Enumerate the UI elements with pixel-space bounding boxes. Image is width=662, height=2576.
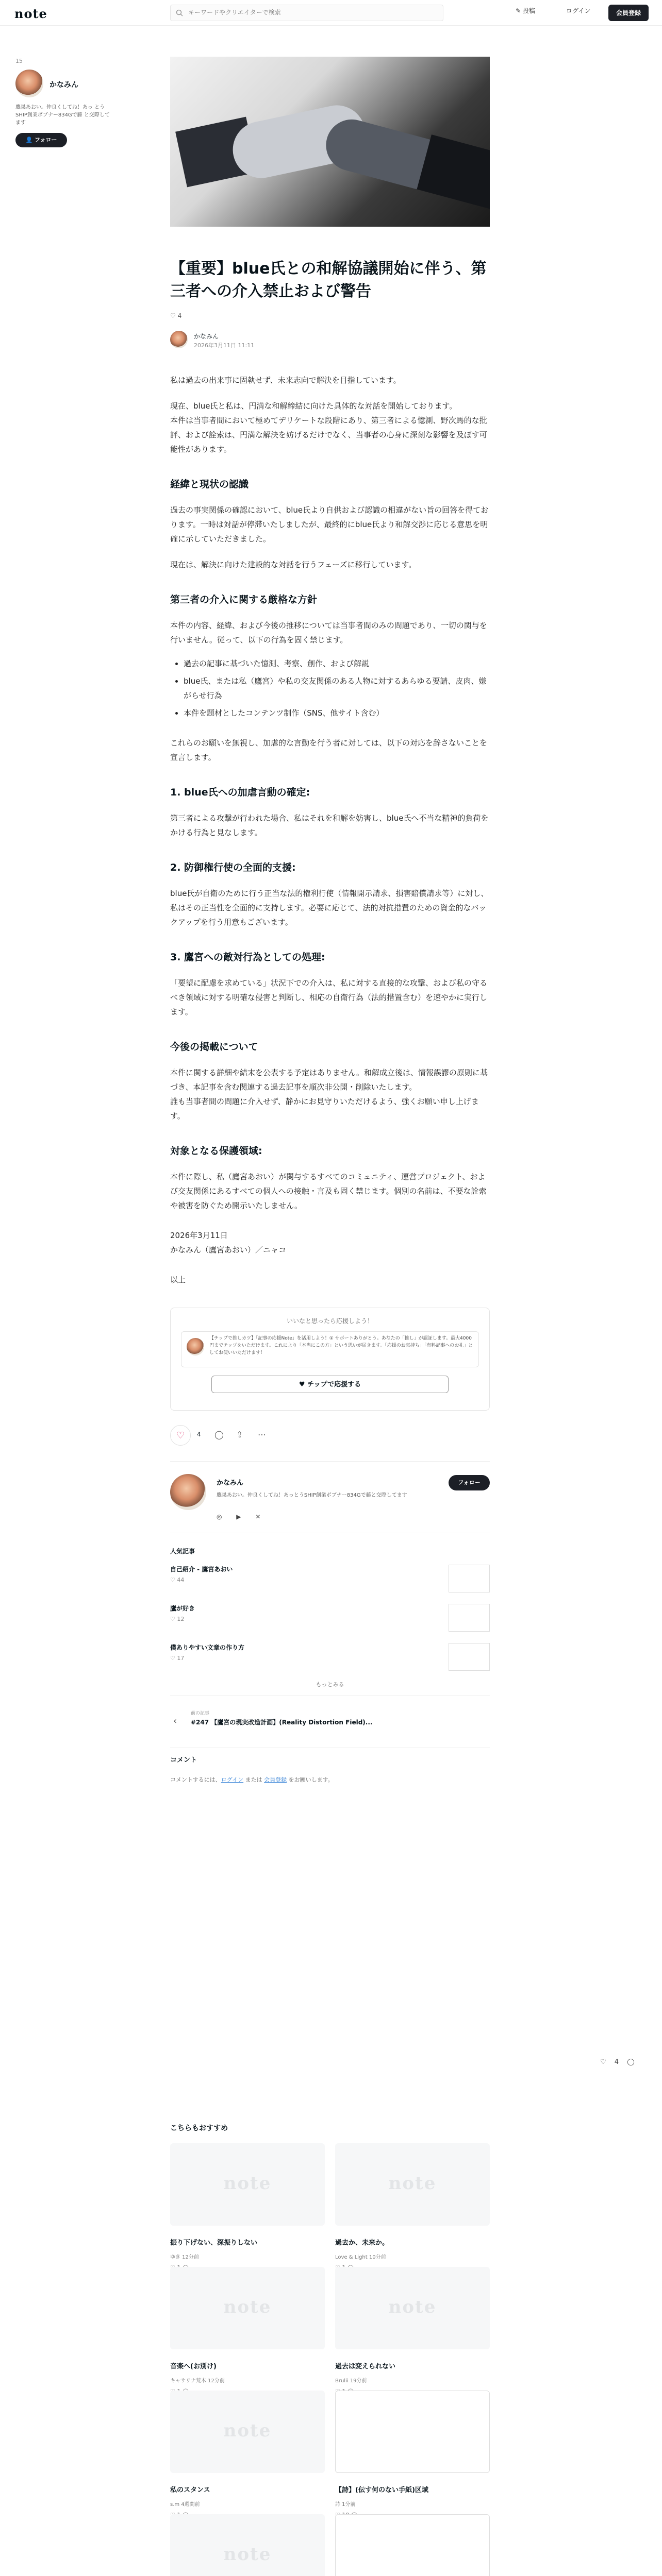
section-paragraph: 本件の内容、経緯、および今後の推移については当事者間のみの問題であり、一切の関与を行いません。従って、以下の行為を固く禁じます。 [170,621,487,645]
intro-paragraph: 本件は当事者間において極めてデリケートな段階にあり、第三者による憶測、野次馬的な批評、および詮索は、円満な解決を妨げるだけでなく、当事者の心身に深刻な影響を及ぼす可能性があります。 [170,416,487,454]
more-icon[interactable]: ⋯ [258,1430,266,1439]
author-info [170,329,490,352]
profile-avatar[interactable] [170,1474,206,1510]
signature-name: かなみん（鷹宮あおい）／ニャコ [170,1245,287,1255]
list-item: • blue氏、または私（鷹宮）や私の交友関係のある人物に対するあらゆる要請、皮肉、嫌がらせ行為 [184,674,490,703]
creator-profile [170,1461,490,1533]
card-title: 過去は変えられない [335,2363,396,2370]
section-paragraph: 過去の事実関係の確認において、blue氏より自供および認識の相違がない旨の回答を得ております。一時は対話が停滞いたしましたが、最終的にblue氏より和解交渉に応じる意思を明確に示していただきました。 [170,505,489,544]
author-date: 2026年3月11日 11:11 [194,342,255,349]
login-button[interactable]: ログイン [566,7,591,14]
list-item: • 本件を題材としたコンテンツ制作（SNS、他サイト含む） [184,706,490,720]
section-paragraph: 第三者による攻撃が行われた場合、私はそれを和解を妨害し、blue氏へ不当な精神的負荷をかける行為と見なします。 [170,814,489,837]
prev-article[interactable] [170,1701,490,1742]
tip-label: チップで応援する [307,1381,361,1388]
list-item[interactable] [170,1643,490,1673]
author-avatar[interactable] [170,331,188,348]
recommended-heading: こちらもおすすめ [170,2124,228,2132]
article-actions [170,1425,490,1446]
card-title: 振り下げない、深振りしない [170,2239,258,2247]
login-link[interactable]: ログイン [221,1776,244,1783]
card-thumbnail [335,2514,490,2576]
section-paragraph: 「要望に配慮を求めている」状況下での介入は、私に対する直接的な攻撃、および私の守るべき領域に対する明確な侵害と判断し、相応の自衛行為（法的措置含む）を速やかに実行します。 [170,978,488,1016]
card-title: 過去か、未来か。 [335,2239,389,2247]
profile-bio: 鷹巣あおい。仲良くしてね！あっとうSHIP創業ボブナー834Gで藤と交際してます [217,1493,407,1498]
card-thumbnail [170,2143,325,2226]
list-item[interactable] [170,1604,490,1634]
card-title: 【詩】(伝す何のない手紙)区域 [335,2486,428,2494]
recommended-section [170,2123,490,2565]
search-icon [176,9,183,16]
signup-link[interactable]: 会員登録 [264,1776,287,1783]
floating-actions[interactable]: ♡ 4 ◯ [600,2058,638,2066]
signature-date: 2026年3月11日 [170,1231,228,1240]
support-title: いいなと思ったら応援しよう！ [286,1317,373,1325]
section-paragraph: 現在は、解決に向けた建設的な対話を行うフェーズに移行しています。 [170,560,417,569]
profile-name[interactable]: かなみん [217,1479,244,1487]
intro-paragraph: 現在、blue氏と私は、円満な和解締結に向けた具体的な対話を開始しております。 [170,401,457,411]
popular-articles [170,1547,490,1696]
profile-follow-button[interactable]: フォロー [449,1475,490,1490]
article-title: 【重要】blue氏との和解協議開始に伴う、第三者への介入禁止および警告 [170,260,487,300]
prev-label: 前の記事 [191,1711,210,1716]
card-title: 私のスタンス [170,2486,210,2494]
section-paragraph: これらのお願いを無視し、加虐的な言動を行う者に対しては、以下の対応を辞さないことを宣言します。 [170,738,488,762]
card-author: Brulii 19分前 [335,2378,367,2384]
sidebar-profile [15,58,113,147]
avatar[interactable] [15,70,43,97]
sidebar-bio: 鷹巣あおい。仲良くしてね！あっ とうSHIP創業ボブナー834Gで藤 と交際してます [15,105,110,126]
comments-mid: または [243,1776,264,1783]
section-heading: 3. 鷹宮への敵対行為としての処理: [170,952,325,963]
share-icon[interactable]: ⇪ [236,1430,243,1439]
like-button[interactable]: ♡ [170,1425,191,1446]
card-watermark: note [223,2420,272,2441]
card-author: Love & Light 10分前 [335,2255,386,2260]
support-message-box [181,1331,479,1367]
card-thumbnail [170,2514,325,2576]
like-count[interactable]: ♡ 4 [170,312,182,319]
popular-thumb [449,1565,490,1592]
recommended-card[interactable] [335,2514,490,2576]
card-watermark: note [223,2544,272,2565]
popular-title: 自己紹介 - 鷹宮あおい [170,1566,233,1573]
search-input[interactable] [188,9,420,16]
card-watermark: note [223,2173,272,2194]
section-heading: 第三者の介入に関する厳格な方針 [170,594,318,605]
popular-thumb [449,1643,490,1671]
list-item[interactable] [170,1565,490,1595]
post-button[interactable]: ✎ 投稿 [516,7,535,14]
popular-heading: 人気記事 [170,1548,195,1555]
section-heading: 経緯と現状の認識 [170,479,249,490]
section-heading: 1. blue氏への加虐言動の確定: [170,787,310,798]
like-count-value: 4 [177,312,182,319]
intro-paragraph: 私は過去の出来事に固執せず、未来志向で解決を目指しています。 [170,376,401,385]
sns-icons[interactable]: ◎ ▶ ✕ [217,1513,267,1520]
card-thumbnail [335,2267,490,2349]
support-box [170,1308,490,1411]
section-heading: 今後の掲載について [170,1041,258,1053]
popular-title: 鷹が好き [170,1605,195,1612]
card-author: キャサリナ荒木 12分前 [170,2378,225,2384]
card-author: s.m 4週間前 [170,2502,200,2507]
note-logo[interactable]: note [14,6,47,21]
section-paragraph: 誰も当事者間の問題に介入せず、静かにお見守りいただけるよう、強くお願い申し上げます。 [170,1097,479,1121]
popular-likes: ♡ 17 [170,1655,185,1662]
prev-title: #247 【鷹宮の現実改造計画】(Reality Distortion Field)... [191,1719,373,1726]
card-thumbnail [335,2391,490,2473]
comments-suffix: をお願いします。 [287,1776,334,1783]
comments-section [170,1748,490,1789]
card-watermark: note [388,2297,437,2317]
chevron-left-icon: ‹ [173,1716,177,1726]
card-watermark: note [223,2297,272,2317]
card-title: 音楽へ(お別け) [170,2363,217,2370]
section-paragraph: 本件に際し、私（鷹宮あおい）が関与するすべてのコミュニティ、運営プロジェクト、および交友関係にあるすべての個人への接触・言及も固く禁じます。個別の名前は、不要な詮索や被害を防ぐため開示いたしません。 [170,1172,487,1210]
site-header [0,0,662,26]
popular-likes: ♡ 44 [170,1577,185,1583]
sidebar-name[interactable]: かなみん [49,81,78,89]
popular-thumb [449,1604,490,1632]
card-author: 詩 1分前 [335,2502,356,2507]
section-heading: 2. 防御権行使の全面的支援: [170,862,296,873]
signature-end: 以上 [170,1275,186,1284]
section-heading: 対象となる保護領域: [170,1145,262,1157]
card-watermark: note [388,2173,437,2194]
card-thumbnail [170,2267,325,2349]
like-count-bottom: 4 [197,1431,201,1438]
card-thumbnail [170,2391,325,2473]
support-avatar [187,1338,204,1355]
comments-heading: コメント [170,1756,197,1764]
post-label: 投稿 [522,7,535,14]
search-bar[interactable] [170,5,443,21]
section-paragraph: blue氏が自衛のために行う正当な法的権利行使（情報開示請求、損害賠償請求等）に対し、私はその正当性を全面的に支持します。必要に応じて、法的対抗措置のための資金的なバックアップを行う用意もございます。 [170,889,489,927]
card-thumbnail [335,2143,490,2226]
comments-prefix: コメントするには、 [170,1776,221,1783]
tip-button[interactable]: ♥ チップで応援する [211,1376,449,1393]
popular-title: 僕ありやすい文章の作り方 [170,1644,245,1651]
more-link[interactable]: もっとみる [170,1680,490,1696]
sidebar-count: 15 [15,58,23,64]
list-item: • 過去の記事に基づいた憶測、考察、創作、および解説 [184,656,490,671]
author-name[interactable]: かなみん [194,333,219,340]
support-message: 【チップで推しカツ】「記事の応援Note」を活用しよう！① サポートありがとう。あなたの「推し」が認証します。最大4000円までチップをいただけます。これにより「本当にこの方」という思いが届きます。「応援のお気持ち」「有料記事へのお礼」としてお使いいただけます！ [209,1336,473,1355]
sidebar-follow-button[interactable]: 👤 フォロー [15,133,67,147]
hero-image [170,57,490,227]
comments-prompt [170,1775,490,1784]
section-paragraph: 本件に関する詳細や結末を公表する予定はありません。和解成立後は、情報誤謬の原則に基づき、本記事を含む関連する過去記事を順次非公開・削除いたします。 [170,1068,488,1092]
card-author: ゆき 12分前 [170,2255,199,2260]
popular-likes: ♡ 12 [170,1616,185,1622]
signup-button[interactable]: 会員登録 [608,5,649,21]
prohibited-list [170,656,490,720]
recommended-card[interactable] [170,2514,325,2576]
article [170,258,490,1789]
follow-label: フォロー [35,137,57,143]
comment-icon[interactable]: ◯ [214,1430,224,1439]
